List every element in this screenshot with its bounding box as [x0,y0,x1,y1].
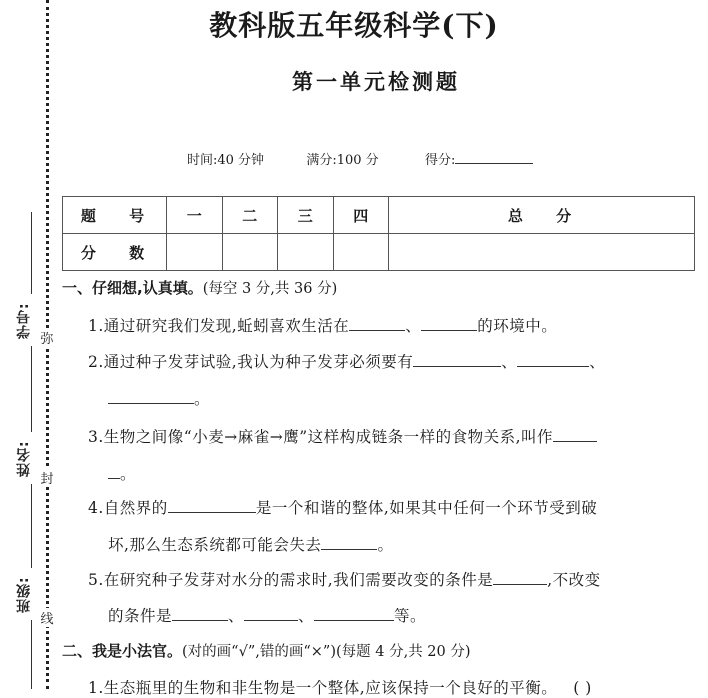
question-1-2-cont: 。 [108,387,210,409]
seal-char-feng: 封 [39,468,55,487]
section-2-title: 二、我是小法官。 [62,642,183,660]
table-header-cell: 四 [333,197,389,234]
section-2-note: (对的画“√”,错的画“×”)(每题 4 分,共 20 分) [182,644,471,660]
page-title: 教科版五年级科学(下) [209,9,499,42]
seal-char-mi: 弥 [39,328,55,347]
answer-blank[interactable] [349,316,405,331]
table-header-cell: 二 [222,197,278,234]
score-blank[interactable] [455,151,533,164]
score-label: 得分: [424,153,456,168]
answer-blank[interactable] [321,535,377,550]
name-label: 姓名: [14,434,40,484]
answer-blank[interactable] [168,498,256,513]
question-1-4-cont: 坏,那么生态系统都可能会失去 。 [108,536,394,554]
question-1-4: 4.自然界的 是一个和谐的整体,如果其中任何一个环节受到破 [88,499,598,517]
score-cell[interactable] [278,234,334,271]
score-table [62,196,695,271]
table-header-cell: 总 分 [389,197,695,234]
score-cell[interactable] [167,234,223,271]
answer-blank[interactable] [314,606,394,621]
answer-parentheses[interactable]: ( ) [573,679,592,697]
table-header-cell: 题 号 [63,197,167,234]
class-underline-2 [31,620,32,689]
full-score: 满分:100 分 [306,153,379,168]
exam-meta [187,149,533,168]
score-cell[interactable] [222,234,278,271]
student-id-underline [31,212,32,294]
time-limit: 时间:40 分钟 [187,153,265,168]
score-cell[interactable] [389,234,695,271]
score-cell[interactable] [333,234,389,271]
question-1-2: 2.通过种子发芽试验,我认为种子发芽必须要有 、 、 [88,353,606,371]
answer-blank[interactable] [553,427,597,442]
question-2-1: 1.生态瓶里的生物和非生物是一个整体,应该保持一个良好的平衡。 ( ) [88,679,592,697]
answer-blank[interactable] [244,606,298,621]
question-1-5: 5.在研究种子发芽对水分的需求时,我们需要改变的条件是 ,不改变 [88,571,601,589]
table-row-label: 分 数 [63,234,167,271]
question-1-3: 3.生物之间像“小麦→麻雀→鹰”这样构成链条一样的食物关系,叫作 [88,425,597,447]
table-header-cell: 一 [167,197,223,234]
seal-char-xian: 线 [39,608,55,627]
table-score-row [63,234,695,271]
question-1-3-cont: 。 [108,462,136,484]
answer-blank[interactable] [517,352,589,367]
answer-blank[interactable] [421,316,477,331]
class-underline [31,484,32,568]
section-2-heading [62,640,471,661]
section-1-note: (每空 3 分,共 36 分) [202,281,338,297]
section-1-title: 一、仔细想,认真填。 [62,279,203,297]
answer-blank[interactable] [108,389,194,404]
answer-blank[interactable] [172,606,228,621]
class-label: 班级: [14,570,40,620]
question-1-5-cont: 的条件是 、 、 等。 [108,607,427,625]
name-underline [31,346,32,432]
section-1-heading [62,277,337,298]
answer-blank[interactable] [413,352,501,367]
answer-blank[interactable] [108,464,120,479]
question-1-1: 1.通过研究我们发现,蚯蚓喜欢生活在 、 的环境中。 [88,317,558,335]
table-header-cell: 三 [278,197,334,234]
student-id-label: 学号: [14,296,40,346]
answer-blank[interactable] [493,570,547,585]
page-subtitle: 第一单元检测题 [292,70,460,94]
table-header-row [63,197,695,234]
